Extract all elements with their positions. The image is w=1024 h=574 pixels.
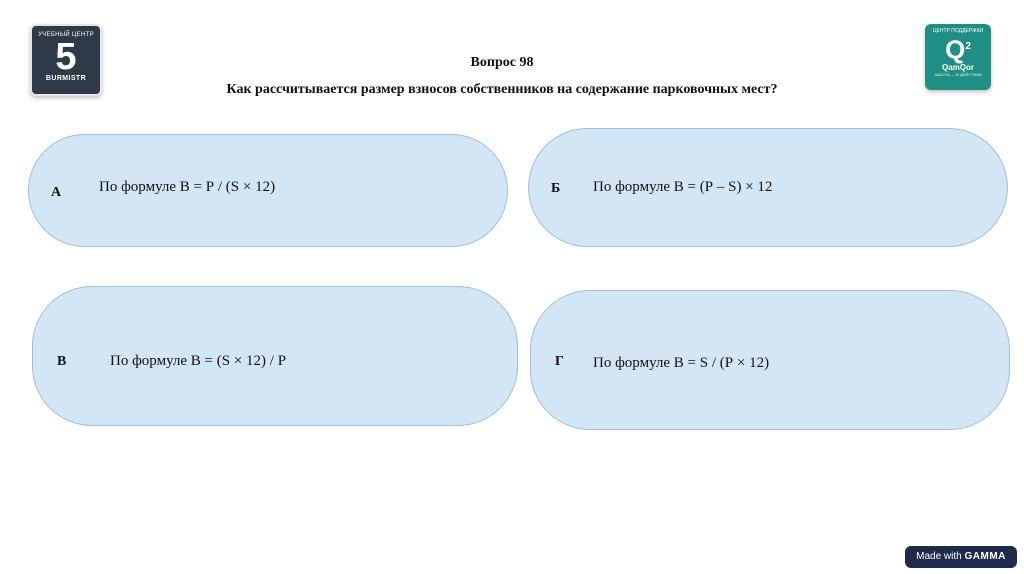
answer-option-a[interactable] xyxy=(28,134,508,247)
logo-left-bottom-text: BURMISTR xyxy=(45,75,87,82)
option-letter: Г xyxy=(555,354,564,369)
logo-right-q-super: 2 xyxy=(965,41,971,52)
option-text: По формуле В = Р / (S × 12) xyxy=(99,179,276,195)
made-with-brand: GAMMA xyxy=(964,551,1006,562)
answer-option-g[interactable] xyxy=(530,290,1010,430)
answer-option-b[interactable] xyxy=(528,128,1008,247)
option-letter: А xyxy=(51,185,62,200)
question-text: Как рассчитывается размер взносов собственников на содержание парковочных мест? xyxy=(226,82,778,97)
made-with-prefix: Made with xyxy=(916,551,962,562)
logo-right-brand: QamQor xyxy=(941,62,974,72)
made-with-gamma-badge[interactable] xyxy=(905,546,1017,568)
logo-right-q-letter: Q xyxy=(945,34,966,65)
option-text: По формуле В = (Р – S) × 12 xyxy=(593,179,773,195)
option-letter: Б xyxy=(551,181,561,196)
logo-left-top-text: УЧЕБНЫЙ ЦЕНТР xyxy=(38,32,94,38)
question-number: Вопрос 98 xyxy=(470,55,534,70)
option-letter: В xyxy=(57,354,67,369)
answer-option-v[interactable] xyxy=(32,286,518,426)
option-text: По формуле В = (S × 12) / Р xyxy=(110,353,287,369)
logo-left-digit: 5 xyxy=(55,36,77,78)
logo-right-tagline: ЗАБОТА — В ДЕЙСТВИИ xyxy=(934,71,982,77)
logo-right-top-text: ЦЕНТР ПОДДЕРЖКИ xyxy=(932,28,984,34)
option-text: По формуле В = S / (Р × 12) xyxy=(593,355,770,371)
